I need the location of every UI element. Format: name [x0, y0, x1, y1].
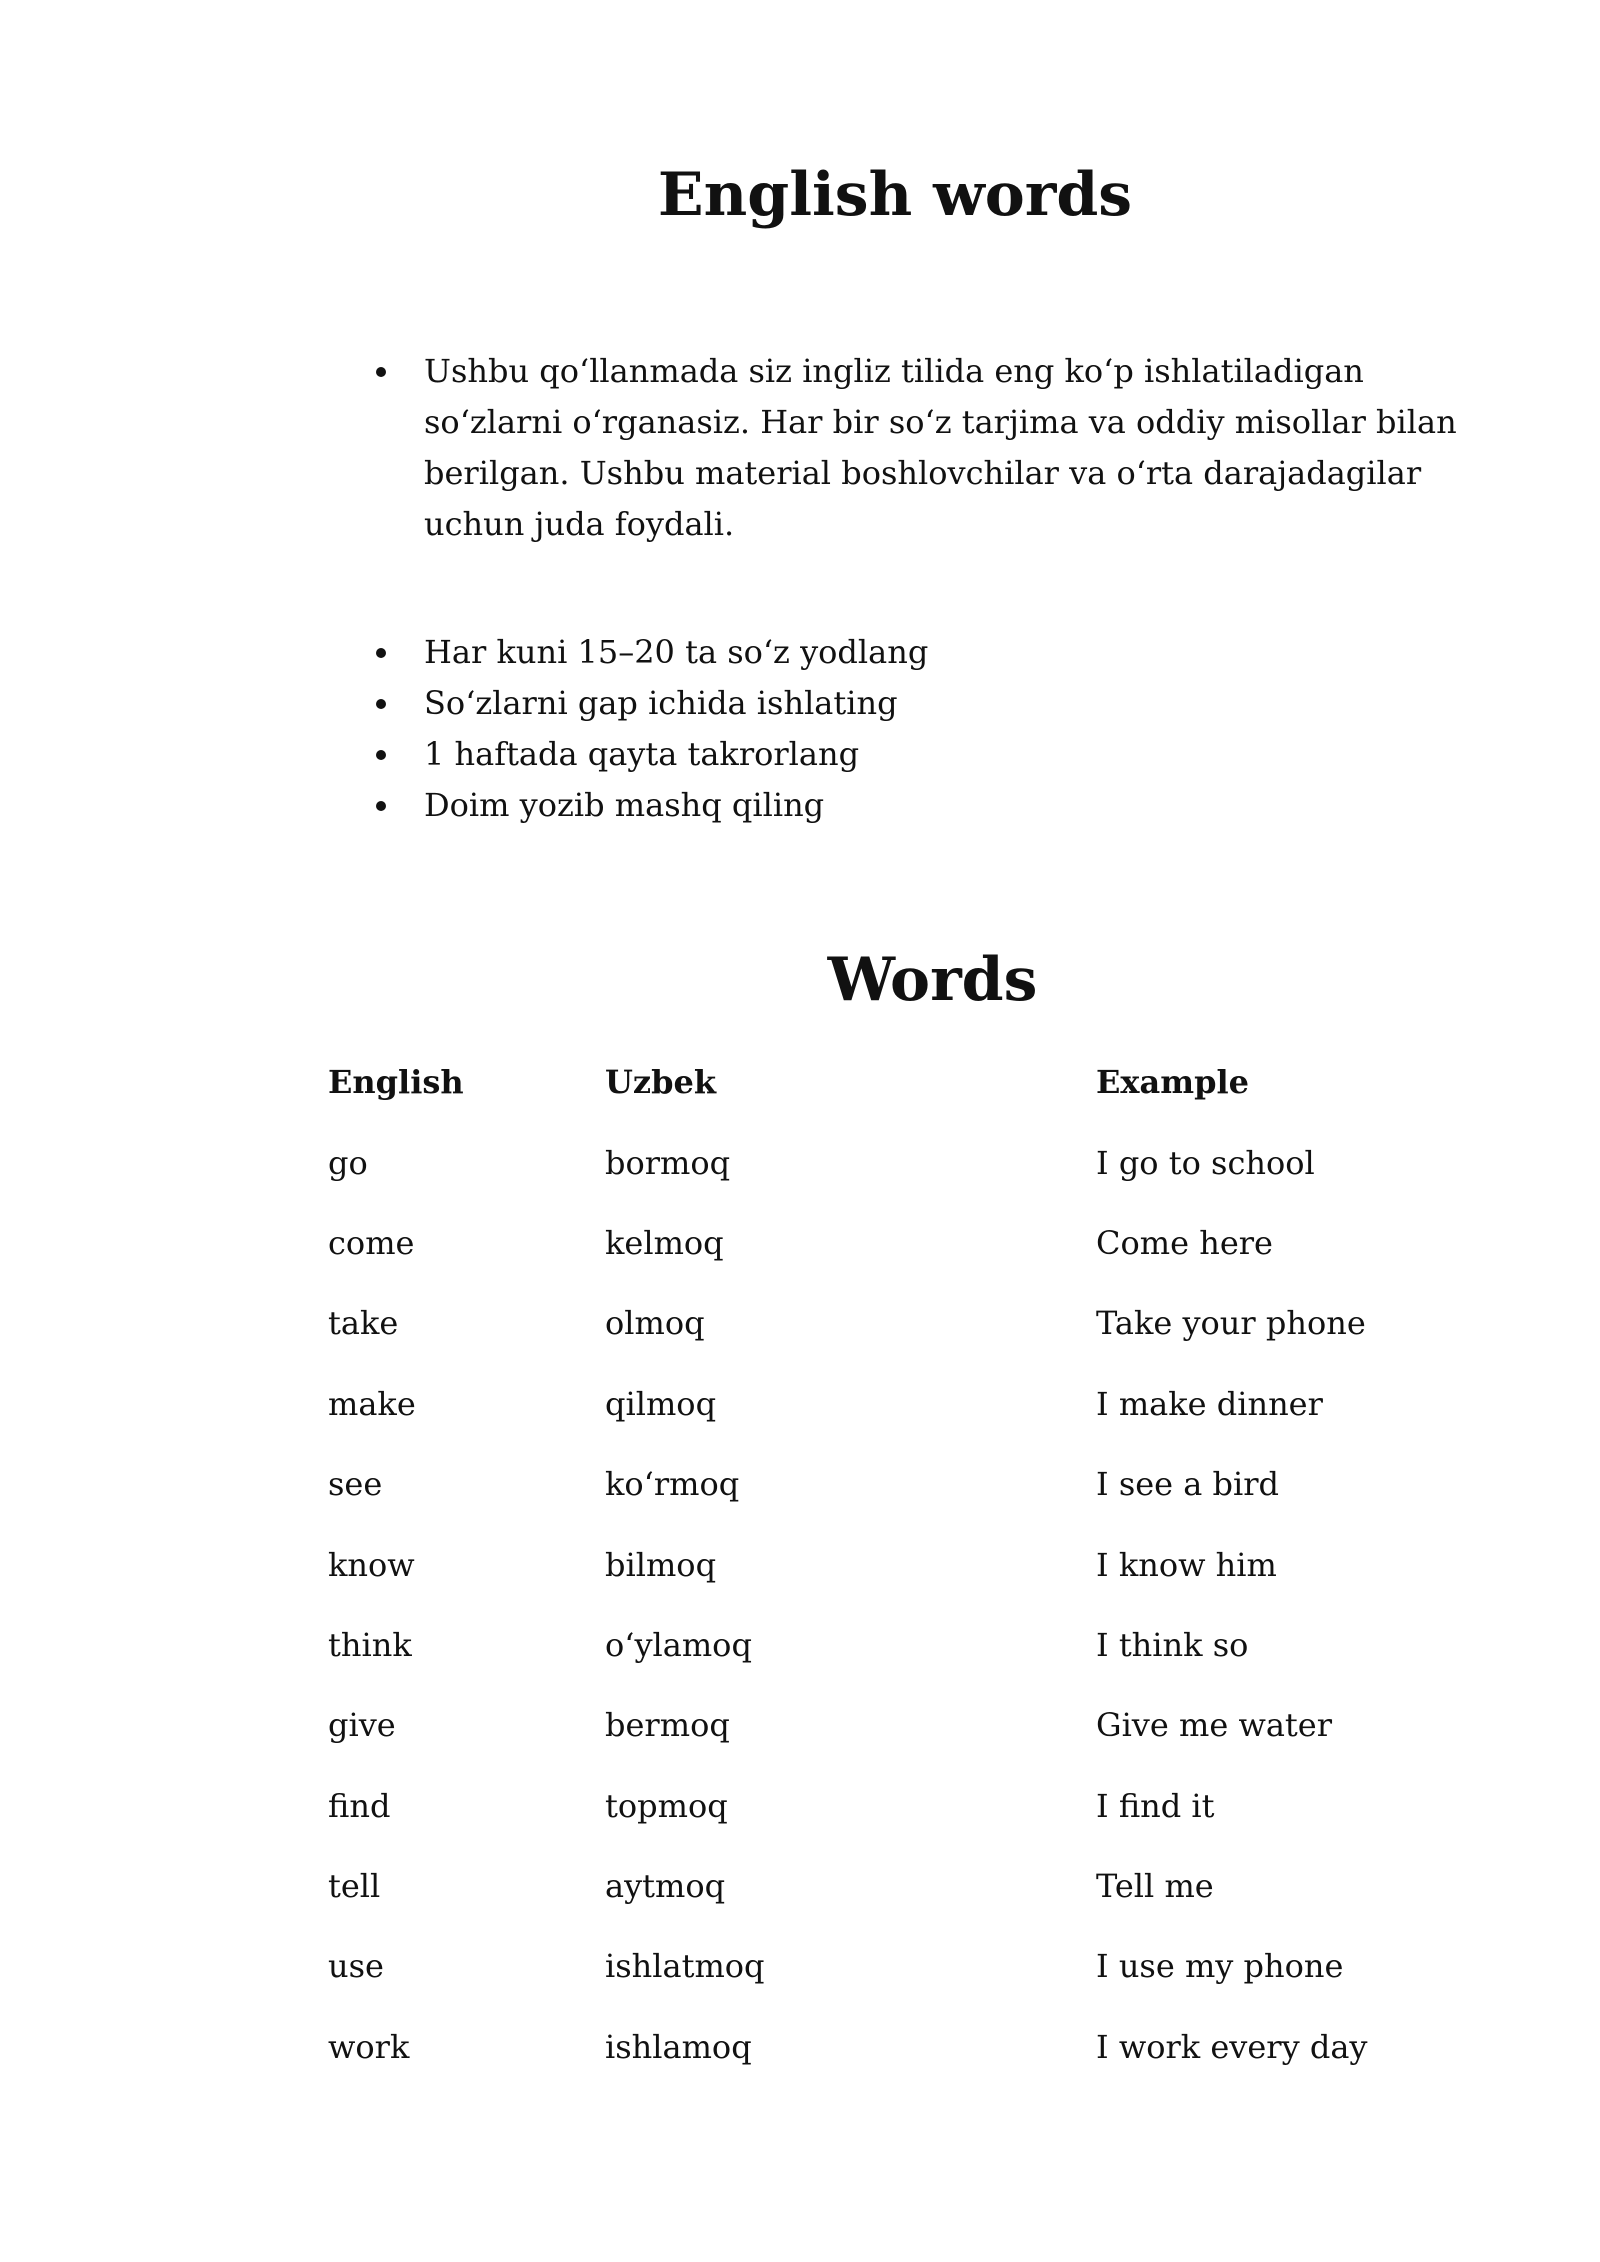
tip-item	[376, 627, 1476, 678]
example-sentence: Give me water	[1096, 1706, 1332, 1745]
uzbek-translation: qilmoq	[605, 1384, 717, 1423]
table-row	[328, 1685, 1596, 1765]
example-sentence: I use my phone	[1096, 1947, 1344, 1986]
words-table	[328, 1042, 1596, 2087]
english-word: take	[328, 1304, 399, 1343]
bullet-icon	[376, 699, 386, 709]
table-row	[328, 1444, 1596, 1524]
table-row	[328, 1926, 1596, 2006]
page-title: English words	[657, 160, 1133, 230]
english-word: see	[328, 1465, 383, 1504]
example-sentence: I make dinner	[1096, 1384, 1323, 1423]
tip-item	[376, 729, 1476, 780]
column-header-uzbek: Uzbek	[605, 1063, 716, 1102]
example-sentence: I work every day	[1096, 2027, 1368, 2066]
column-header-example: Example	[1096, 1063, 1249, 1102]
tip-text: Doim yozib mashq qiling	[424, 786, 825, 824]
english-word: use	[328, 1947, 384, 1986]
english-word: tell	[328, 1867, 381, 1906]
uzbek-translation: ishlamoq	[605, 2027, 752, 2066]
words-section-title: Words	[827, 945, 1038, 1015]
intro-list	[376, 346, 1476, 550]
example-sentence: Come here	[1096, 1223, 1273, 1262]
uzbek-translation: olmoq	[605, 1304, 705, 1343]
uzbek-translation: o‘ylamoq	[605, 1625, 752, 1664]
tip-item	[376, 678, 1476, 729]
example-sentence: I see a bird	[1096, 1465, 1280, 1504]
uzbek-translation: bermoq	[605, 1706, 730, 1745]
uzbek-translation: kelmoq	[605, 1223, 724, 1262]
words-table-body	[328, 1122, 1596, 2087]
tip-text: So‘zlarni gap ichida ishlating	[424, 684, 898, 722]
table-row	[328, 1203, 1596, 1283]
tip-item	[376, 780, 1476, 831]
uzbek-translation: topmoq	[605, 1786, 728, 1825]
uzbek-translation: aytmoq	[605, 1867, 726, 1906]
english-word: go	[328, 1143, 368, 1182]
uzbek-translation: ko‘rmoq	[605, 1465, 740, 1504]
english-word: work	[328, 2027, 410, 2066]
example-sentence: I go to school	[1096, 1143, 1315, 1182]
uzbek-translation: bilmoq	[605, 1545, 717, 1584]
table-header-row	[328, 1042, 1596, 1122]
table-row	[328, 1766, 1596, 1846]
bullet-icon	[376, 801, 386, 811]
uzbek-translation: ishlatmoq	[605, 1947, 765, 1986]
english-word: find	[328, 1786, 391, 1825]
table-row	[328, 1283, 1596, 1363]
table-row	[328, 1122, 1596, 1202]
example-sentence: I know him	[1096, 1545, 1277, 1584]
uzbek-translation: bormoq	[605, 1143, 731, 1182]
bullet-icon	[376, 367, 386, 377]
table-row	[328, 1605, 1596, 1685]
example-sentence: I find it	[1096, 1786, 1215, 1825]
bullet-icon	[376, 648, 386, 658]
column-header-english: English	[328, 1063, 464, 1102]
english-word: give	[328, 1706, 396, 1745]
english-word: know	[328, 1545, 415, 1584]
example-sentence: I think so	[1096, 1625, 1249, 1664]
table-row	[328, 2007, 1596, 2087]
example-sentence: Tell me	[1096, 1867, 1214, 1906]
intro-paragraph	[376, 346, 1476, 550]
table-row	[328, 1846, 1596, 1926]
tip-text: Har kuni 15–20 ta so‘z yodlang	[424, 633, 929, 671]
tip-text: 1 haftada qayta takrorlang	[424, 735, 860, 773]
english-word: make	[328, 1384, 416, 1423]
tips-list	[376, 627, 1476, 831]
table-row	[328, 1524, 1596, 1604]
bullet-icon	[376, 750, 386, 760]
english-word: come	[328, 1223, 415, 1262]
table-row	[328, 1364, 1596, 1444]
example-sentence: Take your phone	[1096, 1304, 1366, 1343]
english-word: think	[328, 1625, 412, 1664]
intro-text: Ushbu qo‘llanmada siz ingliz tilida eng ko‘p ishlatiladigan so‘zlarni o‘rganasiz. Har bir so‘z tarjima va oddiy misollar bilan berilgan. Ushbu material boshlovchilar va o‘rta darajadagilar uchun juda foydali.	[424, 352, 1457, 543]
